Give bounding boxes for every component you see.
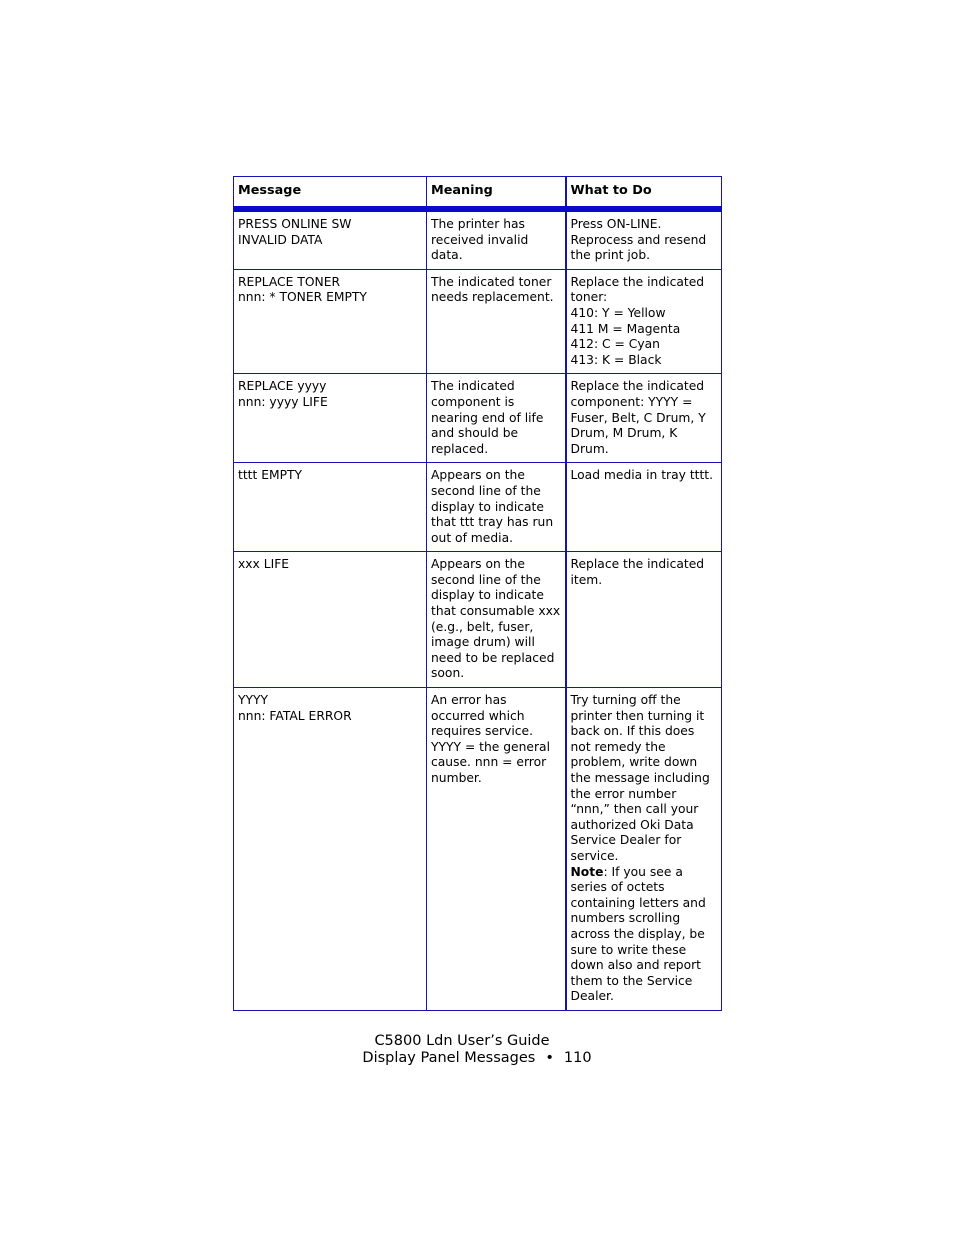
table-row xyxy=(234,374,722,463)
message-line: YYYY xyxy=(238,693,269,708)
action-cell xyxy=(566,552,722,688)
action-cell xyxy=(566,688,722,1011)
meaning-cell: The printer has received invalid data. xyxy=(427,209,566,269)
meaning-cell: The indicated component is nearing end of life and should be replaced. xyxy=(427,374,566,463)
action-cell xyxy=(566,269,722,374)
action-text: 413: K = Black xyxy=(570,352,662,367)
message-line: tttt EMPTY xyxy=(238,468,303,483)
header-message: Message xyxy=(234,177,427,210)
message-cell xyxy=(234,374,427,463)
meaning-cell: Appears on the second line of the display to indicate that ttt tray has run out of media. xyxy=(427,463,566,552)
action-text: Load media in tray tttt. xyxy=(570,468,714,483)
note-paragraph xyxy=(571,865,718,1005)
message-cell xyxy=(234,688,427,1011)
message-line: INVALID DATA xyxy=(238,232,323,247)
message-line: nnn: FATAL ERROR xyxy=(238,708,352,723)
footer-section-line xyxy=(0,1050,954,1067)
message-cell xyxy=(234,463,427,552)
table-row xyxy=(234,688,722,1011)
display-messages-table xyxy=(233,176,722,1011)
message-line: xxx LIFE xyxy=(238,557,290,572)
message-line: nnn: yyyy LIFE xyxy=(238,394,328,409)
table-header-row xyxy=(234,177,722,210)
header-meaning: Meaning xyxy=(427,177,566,210)
table-row xyxy=(234,463,722,552)
meaning-cell: Appears on the second line of the display to indicate that consumable xxx (e.g., belt, fuser, image drum) will need to be replaced soon. xyxy=(427,552,566,688)
action-text: Replace the indicated item. xyxy=(570,557,705,587)
meaning-cell: The indicated toner needs replacement. xyxy=(427,269,566,374)
action-text: Press ON-LINE. Reprocess and resend the print job. xyxy=(570,217,707,263)
message-cell xyxy=(234,552,427,688)
message-line: REPLACE TONER xyxy=(238,274,341,289)
action-text: 410: Y = Yellow xyxy=(570,305,666,320)
action-text: Try turning off the printer then turning it back on. If this does not remedy the problem, write down the message including the error number “nnn,” then call your authorized Oki Data Service Dealer for service. xyxy=(570,693,710,863)
footer-page-number: 110 xyxy=(563,1050,592,1066)
message-line: PRESS ONLINE SW xyxy=(238,217,352,231)
footer-bullet: • xyxy=(545,1050,554,1066)
header-what-to-do: What to Do xyxy=(566,177,722,210)
action-cell xyxy=(566,374,722,463)
note-label: Note xyxy=(570,864,604,879)
action-text: 411 M = Magenta xyxy=(570,321,681,336)
action-text: Replace the indicated toner: xyxy=(570,274,705,305)
footer-section-name: Display Panel Messages xyxy=(362,1050,536,1066)
action-text: 412: C = Cyan xyxy=(570,337,660,352)
action-cell xyxy=(566,463,722,552)
message-cell xyxy=(234,269,427,374)
footer-guide-title: C5800 Ldn User’s Guide xyxy=(374,1033,550,1049)
message-line: nnn: * TONER EMPTY xyxy=(238,290,367,305)
message-line: REPLACE yyyy xyxy=(238,379,327,394)
table-row xyxy=(234,269,722,374)
note-text: : If you see a series of octets containing letters and numbers scrolling across the display, be sure to write these down also and report them to the Service Dealer. xyxy=(570,864,706,1004)
meaning-cell: An error has occurred which requires service. YYYY = the general cause. nnn = error number. xyxy=(427,688,566,1011)
action-cell xyxy=(566,209,722,269)
message-cell xyxy=(234,209,427,269)
action-text: Replace the indicated component: YYYY = Fuser, Belt, C Drum, Y Drum, M Drum, K Drum. xyxy=(570,379,706,456)
table-row xyxy=(234,209,722,269)
table-row xyxy=(234,552,722,688)
